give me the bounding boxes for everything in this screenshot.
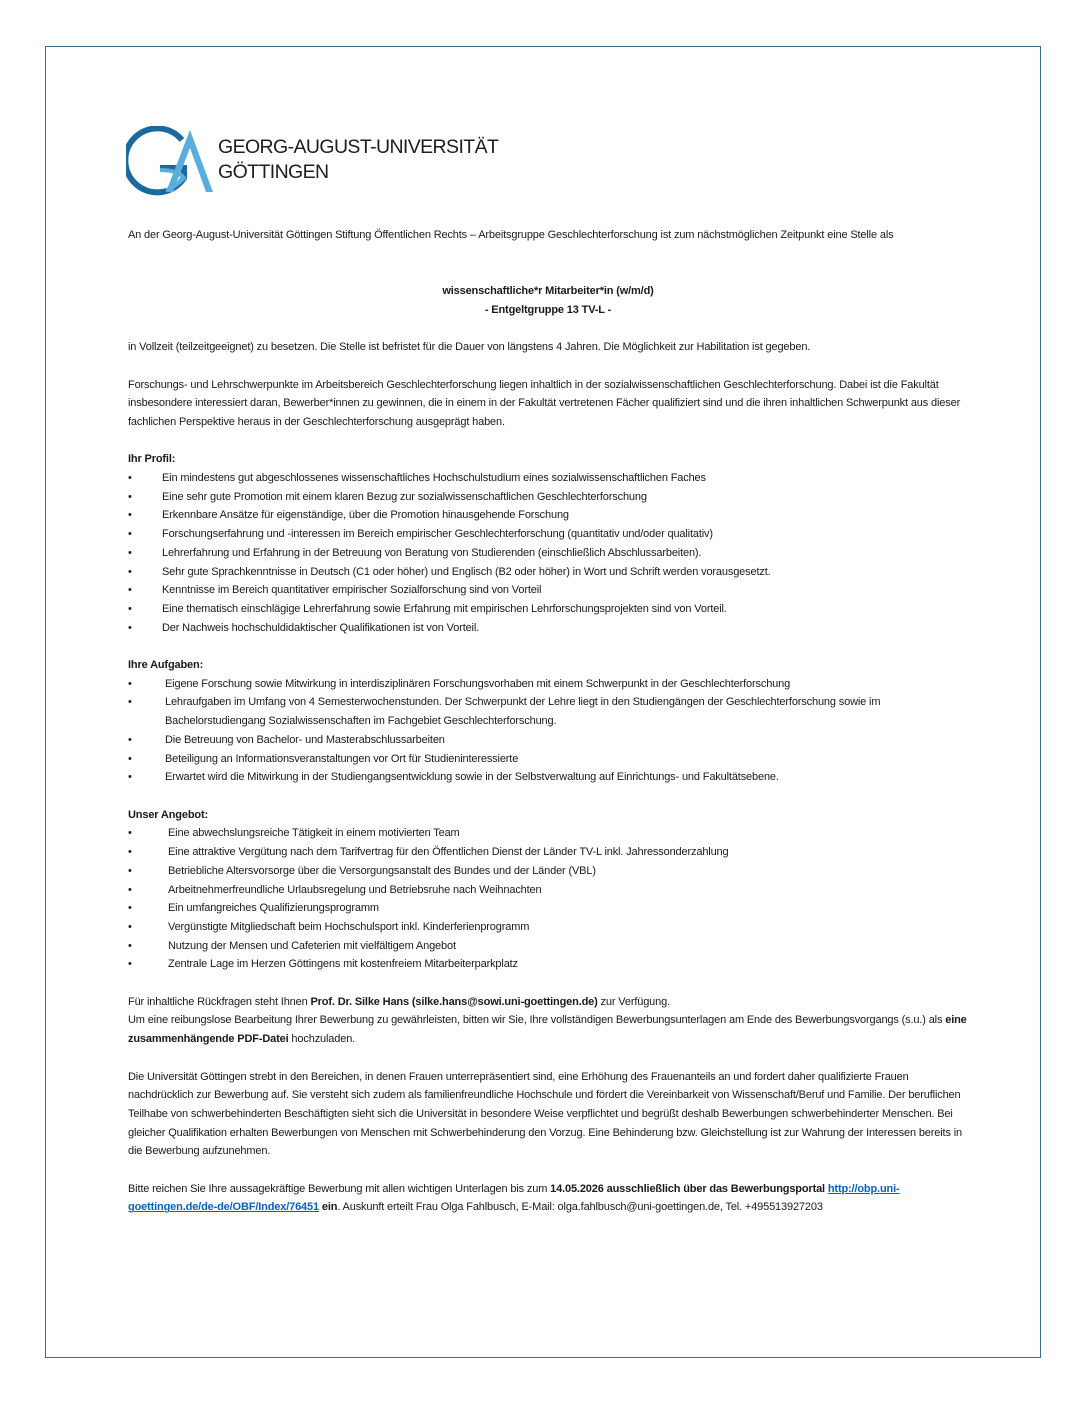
list-item-text: Nutzung der Mensen und Cafeterien mit vielfältigem Angebot: [168, 939, 456, 952]
list-item: [128, 824, 968, 843]
bullet-icon: •: [128, 827, 132, 840]
research-focus-paragraph: Forschungs- und Lehrschwerpunkte im Arbeitsbereich Geschlechterforschung liegen inhaltlich in der sozialwissenschaftlichen Geschlechterforschung. Dabei ist die Fakultät insbesondere interessiert daran, Bewerber*innen zu gewinnen, die in einem in der Fakultät vertretenen Fächer qualifiziert sind und die ihren inhaltlichen Schwerpunkt aus dieser fachlichen Perspektive heraus in der Geschlechterforschung ausgeprägt haben.: [128, 378, 961, 428]
list-item: [128, 619, 968, 638]
list-item: [128, 581, 968, 600]
logo-line-2: GÖTTINGEN: [218, 161, 329, 183]
position-title: wissenschaftliche*r Mitarbeiter*in (w/m/d): [442, 285, 654, 298]
list-item-text: Eine abwechslungsreiche Tätigkeit in einem motivierten Team: [168, 827, 460, 840]
application-paragraph: [128, 1180, 968, 1217]
bullet-icon: •: [128, 696, 132, 709]
list-item-text: Eigene Forschung sowie Mitwirkung in interdisziplinären Forschungsvorhaben mit einem Schwerpunkt in der Geschlechterforschung: [165, 677, 791, 690]
contact-prefix: Für inhaltliche Rückfragen steht Ihnen: [128, 995, 311, 1008]
bullet-icon: •: [128, 771, 132, 784]
list-item: [128, 675, 968, 694]
list-item: [128, 768, 968, 787]
bullet-icon: •: [128, 864, 132, 877]
offer-heading: Unser Angebot:: [128, 808, 208, 821]
bullet-icon: •: [128, 546, 132, 559]
bullet-icon: •: [128, 509, 132, 522]
list-item: [128, 899, 968, 918]
upload-prefix: Um eine reibungslose Bearbeitung Ihrer Bewerbung zu gewährleisten, bitten wir Sie, Ihre vollständigen Bewerbungsunterlagen am Ende des Bewerbungsvorgangs (s.u.) als: [128, 1014, 946, 1027]
list-item-text: Erkennbare Ansätze für eigenständige, über die Promotion hinausgehende Forschung: [162, 509, 569, 522]
job-posting: [128, 226, 968, 1217]
list-item: [128, 469, 968, 488]
bullet-icon: •: [128, 602, 132, 615]
bullet-icon: •: [128, 621, 132, 634]
list-item-text: Zentrale Lage im Herzen Göttingens mit kostenfreiem Mitarbeiterparkplatz: [168, 958, 518, 971]
list-item-text: Der Nachweis hochschuldidaktischer Qualifikationen ist von Vorteil.: [162, 621, 480, 634]
profile-list: [128, 469, 968, 637]
list-item-text: Ein mindestens gut abgeschlossenes wissenschaftliches Hochschulstudium eines sozialwissenschaftlichen Faches: [162, 472, 706, 485]
bullet-icon: •: [128, 902, 132, 915]
bullet-icon: •: [128, 752, 132, 765]
bullet-icon: •: [128, 472, 132, 485]
intro-paragraph: An der Georg-August-Universität Göttingen Stiftung Öffentlichen Rechts – Arbeitsgruppe Geschlechterforschung ist zum nächstmöglichen Zeitpunkt eine Stelle als: [128, 229, 894, 241]
university-logo: [126, 126, 506, 198]
bullet-icon: •: [128, 528, 132, 541]
application-contact-info: . Auskunft erteilt Frau Olga Fahlbusch, E-Mail: olga.fahlbusch@uni-goettingen.de, Tel. +495513927203: [337, 1201, 823, 1214]
list-item: [128, 563, 968, 582]
contact-person: Prof. Dr. Silke Hans (silke.hans@sowi.uni-goettingen.de): [310, 995, 598, 1008]
list-item-text: Ein umfangreiches Qualifizierungsprogramm: [168, 902, 379, 915]
bullet-icon: •: [128, 677, 132, 690]
list-item: [128, 544, 968, 563]
application-link-suffix: ein: [318, 1201, 338, 1214]
list-item: [128, 843, 968, 862]
bullet-icon: •: [128, 939, 132, 952]
list-item-text: Arbeitnehmerfreundliche Urlaubsregelung und Betriebsruhe nach Weihnachten: [168, 883, 542, 896]
list-item-text: Vergünstigte Mitgliedschaft beim Hochschulsport inkl. Kinderferienprogramm: [168, 920, 530, 933]
upload-format: eine zusammenhängende PDF-Datei: [128, 1014, 967, 1046]
bullet-icon: •: [128, 883, 132, 896]
tasks-heading: Ihre Aufgaben:: [128, 659, 204, 672]
logo-line-1: GEORG-AUGUST-UNIVERSITÄT: [218, 136, 499, 158]
list-item: [128, 937, 968, 956]
bullet-icon: •: [128, 920, 132, 933]
bullet-icon: •: [128, 565, 132, 578]
application-prefix: Bitte reichen Sie Ihre aussagekräftige Bewerbung mit allen wichtigen Unterlagen bis zum: [128, 1182, 551, 1195]
upload-suffix: hochzuladen.: [288, 1033, 356, 1046]
list-item-text: Eine attraktive Vergütung nach dem Tarifvertrag für den Öffentlichen Dienst der Länder TV-L inkl. Jahressonderzahlung: [168, 846, 729, 859]
list-item-text: Lehrerfahrung und Erfahrung in der Betreuung von Beratung von Studierenden (einschließlich Abschlussarbeiten).: [162, 546, 702, 559]
list-item: [128, 693, 968, 730]
list-item: [128, 731, 968, 750]
contact-paragraph: [128, 993, 968, 1049]
application-deadline: 14.05.2026 ausschließlich über das Bewerbungsportal: [550, 1182, 825, 1195]
list-item-text: Betriebliche Altersvorsorge über die Versorgungsanstalt des Bundes und der Länder (VBL): [168, 864, 596, 877]
list-item-text: Erwartet wird die Mitwirkung in der Studiengangsentwicklung sowie in der Selbstverwaltung auf Einrichtungs- und Fakultätsebene.: [165, 771, 779, 784]
list-item-text: Die Betreuung von Bachelor- und Masterabschlussarbeiten: [165, 733, 445, 746]
employment-paragraph: in Vollzeit (teilzeitgeeignet) zu besetzen. Die Stelle ist befristet für die Dauer von längstens 4 Jahren. Die Möglichkeit zur Habilitation ist gegeben.: [128, 341, 811, 354]
list-item: [128, 750, 968, 769]
pay-grade: - Entgeltgruppe 13 TV-L -: [484, 303, 612, 316]
list-item-text: Lehraufgaben im Umfang von 4 Semesterwochenstunden. Der Schwerpunkt der Lehre liegt in den Studiengängen der Geschlechterforschung sowie im Bachelorstudiengang Sozialwissenschaften im Fachgebiet Geschlechterforschung.: [165, 696, 881, 728]
equality-paragraph: Die Universität Göttingen strebt in den Bereichen, in denen Frauen unterrepräsentiert sind, eine Erhöhung des Frauenanteils an und fordert daher qualifizierte Frauen nachdrücklich zur Bewerbung auf. Sie versteht sich zudem als familienfreundliche Hochschule und fördert die Vereinbarkeit von Wissenschaft/Beruf und Familie. Der beruflichen Teilhabe von schwerbehinderten Beschäftigten sieht sich die Universität in besondere Weise verpflichtet und begrüßt deshalb Bewerbungen schwerbehinderter Menschen. Bei gleicher Qualifikation erhalten Bewerbungen von Menschen mit Schwerbehinderung den Vorzug. Eine Behinderung bzw. Gleichstellung ist zur Wahrung der Interessen bereits in die Bewerbung aufzunehmen.: [128, 1070, 962, 1158]
list-item-text: Beteiligung an Informationsveranstaltungen vor Ort für Studieninteressierte: [165, 752, 519, 765]
list-item-text: Kenntnisse im Bereich quantitativer empirischer Sozialforschung sind von Vorteil: [162, 584, 542, 597]
list-item: [128, 881, 968, 900]
list-item: [128, 862, 968, 881]
bullet-icon: •: [128, 958, 132, 971]
list-item: [128, 955, 968, 974]
profile-heading: Ihr Profil:: [128, 453, 176, 466]
list-item: [128, 600, 968, 619]
list-item-text: Eine sehr gute Promotion mit einem klaren Bezug zur sozialwissenschaftlichen Geschlechterforschung: [162, 490, 647, 503]
application-portal-link[interactable]: http://obp.uni-goettingen.de/de-de/OBF/Index/76451: [128, 1182, 900, 1214]
bullet-icon: •: [128, 584, 132, 597]
list-item: [128, 488, 968, 507]
bullet-icon: •: [128, 490, 132, 503]
list-item: [128, 918, 968, 937]
list-item: [128, 506, 968, 525]
list-item-text: Eine thematisch einschlägige Lehrerfahrung sowie Erfahrung mit empirischen Lehrforschungsprojekten sind von Vorteil.: [162, 602, 727, 615]
list-item-text: Forschungserfahrung und -interessen im Bereich empirischer Geschlechterforschung (quantitativ und/oder qualitativ): [162, 528, 713, 541]
ga-logo-icon: [126, 126, 218, 198]
bullet-icon: •: [128, 846, 132, 859]
list-item: [128, 525, 968, 544]
tasks-list: [128, 675, 968, 787]
offer-list: [128, 824, 968, 974]
bullet-icon: •: [128, 733, 132, 746]
contact-suffix: zur Verfügung.: [597, 995, 670, 1008]
list-item-text: Sehr gute Sprachkenntnisse in Deutsch (C1 oder höher) und Englisch (B2 oder höher) in Wort und Schrift werden vorausgesetzt.: [162, 565, 771, 578]
